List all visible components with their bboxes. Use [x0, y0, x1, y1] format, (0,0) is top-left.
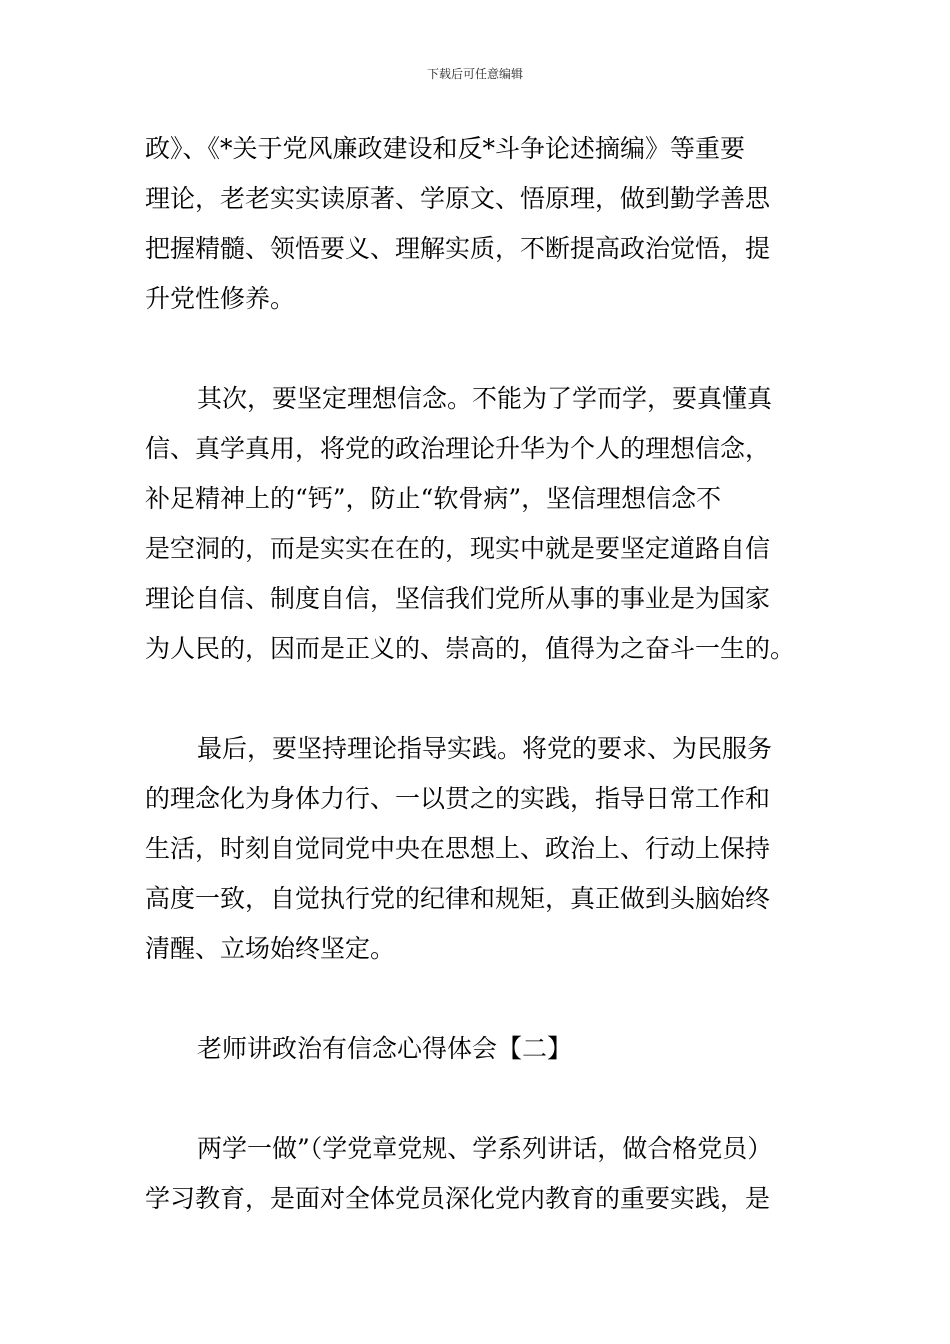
page-header: 下载后可任意编辑 — [426, 67, 523, 81]
text-line: 生活，时刻自觉同党中央在思想上、政治上、行动上保持 — [145, 834, 771, 863]
text-line: 的理念化为身体力行、一以贯之的实践，指导日常工作和 — [145, 784, 771, 813]
document-body — [145, 124, 809, 1224]
text-line: 为人民的，因而是正义的、崇高的，值得为之奋斗一生的。 — [145, 634, 796, 663]
text-line: 理论自信、制度自信，坚信我们党所从事的事业是为国家 — [145, 584, 771, 613]
text-line: 理论，老老实实读原著、学原文、悟原理，做到勤学善思 — [145, 184, 771, 213]
text-line: 政》、《*关于党风廉政建设和反*斗争论述摘编》等重要 — [145, 134, 746, 163]
text-line: 升党性修养。 — [145, 284, 296, 313]
text-line: 最后，要坚持理论指导实践。将党的要求、为民服务 — [197, 734, 773, 763]
paragraph-gap — [145, 674, 809, 724]
text-line: 两学一做”（学党章党规、学系列讲话，做合格党员） — [197, 1134, 773, 1163]
text-line: 是空洞的，而是实实在在的，现实中就是要坚定道路自信 — [145, 534, 771, 563]
section-heading: 老师讲政治有信念心得体会【二】 — [197, 1034, 573, 1063]
text-line: 信、真学真用，将党的政治理论升华为个人的理想信念， — [145, 434, 771, 463]
text-line: 其次，要坚定理想信念。不能为了学而学，要真懂真 — [197, 384, 773, 413]
text-line: 补足精神上的“钙”，防止“软骨病”，坚信理想信念不 — [145, 484, 722, 513]
paragraph-gap — [145, 324, 809, 374]
paragraph-gap — [145, 974, 809, 1024]
text-line: 高度一致，自觉执行党的纪律和规矩，真正做到头脑始终 — [145, 884, 771, 913]
text-line: 清醒、立场始终坚定。 — [145, 934, 396, 963]
text-line: 把握精髓、领悟要义、理解实质，不断提高政治觉悟，提 — [145, 234, 771, 263]
paragraph-gap — [145, 1074, 809, 1124]
text-line: 学习教育，是面对全体党员深化党内教育的重要实践，是 — [145, 1184, 771, 1213]
